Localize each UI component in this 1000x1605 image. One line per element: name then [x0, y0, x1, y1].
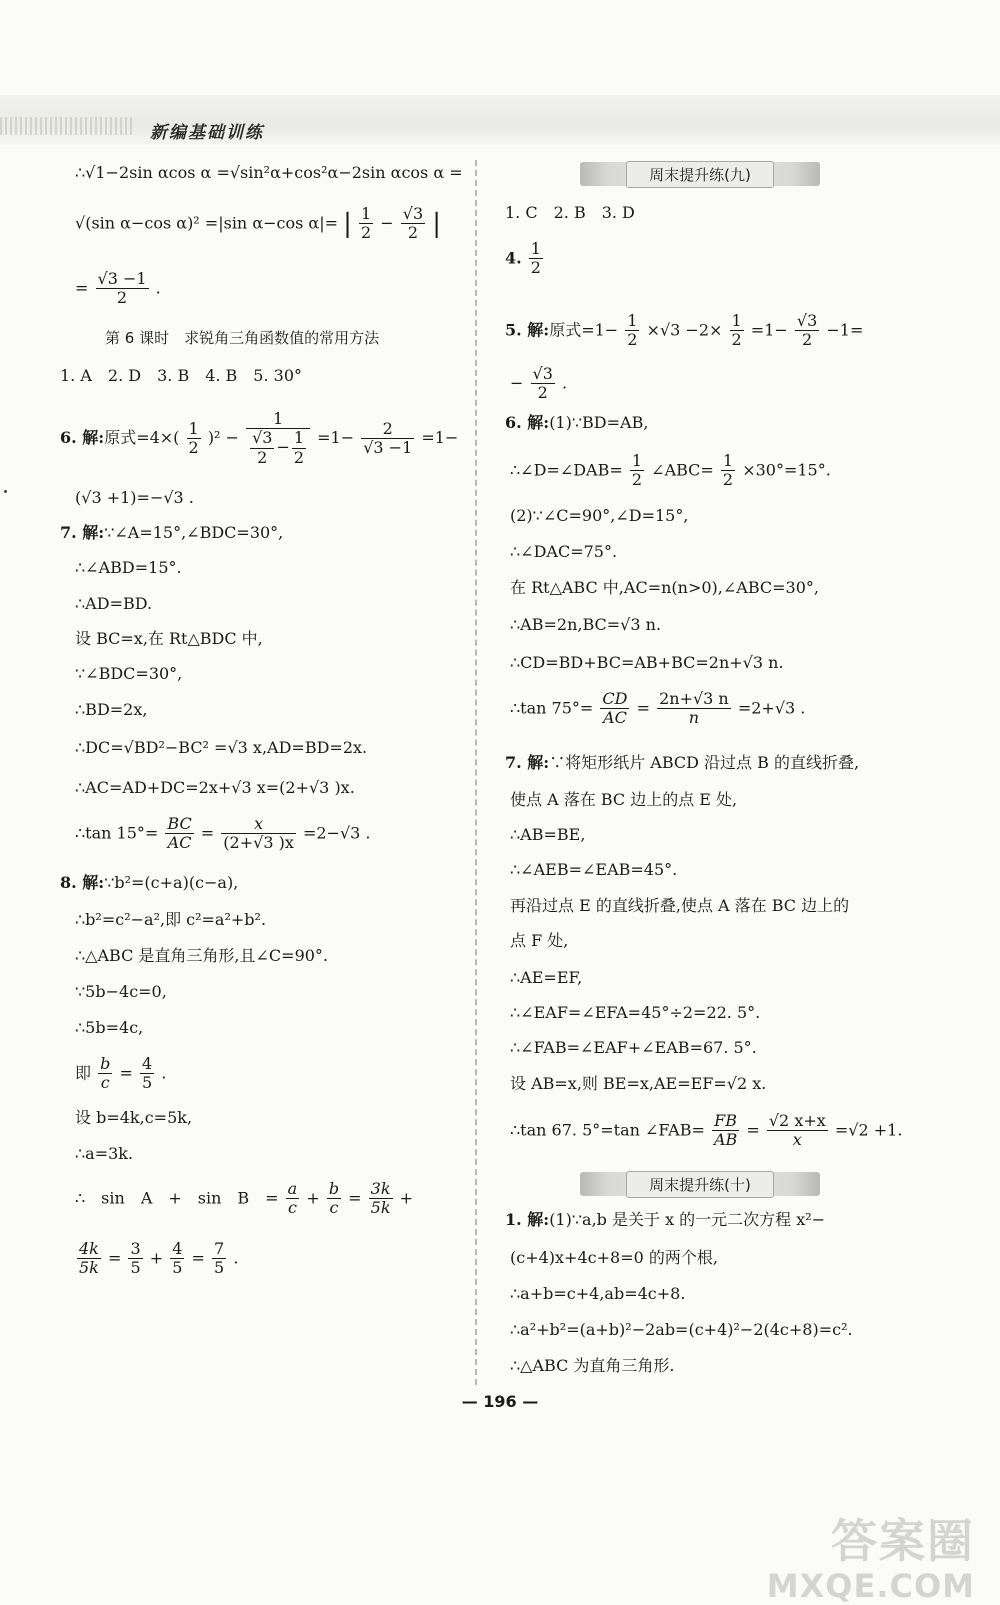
fraction	[327, 1180, 341, 1218]
denominator: 2	[801, 330, 813, 350]
text: ∵∠A=15°,∠BDC=30°,	[104, 523, 284, 542]
numerator: BC	[167, 814, 192, 833]
right-q7-line-1	[505, 755, 859, 771]
operator: −	[380, 213, 394, 233]
fraction	[359, 205, 373, 243]
q7-line-6: ∴BD=2x,	[75, 700, 148, 719]
q7-line-3: ∴AD=BD.	[75, 594, 153, 613]
denominator: 5	[141, 1073, 153, 1093]
numerator: 1	[722, 451, 734, 470]
text: 即	[75, 1063, 92, 1083]
q8-line-7: 设 b=4k,c=5k,	[75, 1108, 193, 1127]
text: (1)∵a,b 是关于 x 的一元二次方程 x²−	[549, 1210, 826, 1229]
right-q5-line-1	[505, 312, 863, 350]
q8-line-2: ∴b²=c²−a²,即 c²=a²+b².	[75, 910, 267, 929]
numerator: 4	[172, 1239, 183, 1258]
margin-dot	[4, 490, 7, 493]
fraction	[657, 690, 731, 728]
right-q7-line-7: ∴AE=EF,	[510, 968, 583, 987]
denominator: 5	[130, 1258, 141, 1278]
text: ∴∠D=∠DAB=	[510, 460, 623, 480]
q7-line-5: ∵∠BDC=30°,	[75, 664, 183, 683]
numerator: 1	[293, 428, 305, 448]
operator: =	[200, 823, 215, 843]
text: =1−	[317, 428, 355, 448]
text: .	[233, 1248, 239, 1268]
banner-weekend-9	[580, 162, 820, 186]
fraction	[625, 312, 639, 350]
text: 原式=1−	[549, 320, 619, 340]
operator: +	[306, 1188, 320, 1208]
q7-line-8: ∴AC=AD+DC=2x+√3 x=(2+√3 )x.	[75, 778, 355, 797]
text: .	[561, 373, 568, 393]
abs-bar: |	[432, 208, 441, 239]
numerator: 7	[214, 1239, 225, 1258]
denominator: AB	[713, 1130, 738, 1150]
fraction	[170, 1240, 184, 1278]
fraction	[600, 690, 629, 728]
q8-line-8: ∴a=3k.	[75, 1144, 134, 1163]
numerator: √3	[532, 364, 553, 383]
left-line-2	[75, 205, 441, 243]
denominator: √3 −1	[363, 438, 413, 458]
denominator: 2	[731, 330, 742, 350]
numerator: FB	[712, 1112, 739, 1131]
numerator: 3k	[370, 1179, 391, 1198]
operator: =	[107, 1248, 122, 1268]
fraction	[246, 410, 310, 467]
right-q7-line-4: ∴∠AEB=∠EAB=45°.	[510, 860, 678, 879]
text: −1=	[826, 320, 864, 340]
column-divider	[475, 160, 477, 1385]
numerator: 1	[188, 418, 199, 438]
text: =1−	[750, 320, 788, 340]
denominator: c	[329, 1198, 339, 1218]
page-number: — 196 —	[461, 1392, 539, 1411]
denominator: c	[100, 1073, 110, 1093]
right-q7-line-11	[510, 1112, 902, 1150]
banner-weekend-10	[580, 1172, 820, 1196]
right-q7-line-2: 使点 A 落在 BC 边上的点 E 处,	[510, 790, 738, 809]
numerator: √3	[252, 428, 273, 448]
right-q7-line-8: ∴∠EAF=∠EFA=45°÷2=22. 5°.	[510, 1003, 761, 1022]
right-q6-line-4: ∴∠DAC=75°.	[510, 542, 618, 561]
q8-line-3: ∴△ABC 是直角三角形,且∠C=90°.	[75, 946, 329, 965]
operator: =	[636, 698, 650, 718]
right-q6-line-7: ∴CD=BD+BC=AB+BC=2n+√3 n.	[510, 653, 784, 672]
numerator: √3	[402, 204, 424, 223]
numerator: 2	[361, 420, 414, 439]
fraction	[221, 815, 296, 853]
question-label: 7. 解:	[505, 753, 550, 772]
denominator: 2	[360, 223, 372, 243]
numerator: a	[287, 1179, 298, 1198]
q8-line-9	[75, 1180, 413, 1218]
fraction	[165, 815, 193, 853]
numerator: 1	[631, 451, 643, 470]
right-q5-line-2	[510, 365, 567, 403]
text: ∴ sin A + sin B =	[75, 1188, 279, 1208]
numerator: 1	[246, 410, 310, 429]
text: =√2 +1.	[834, 1120, 903, 1140]
right-q1-line-5: ∴△ABC 为直角三角形.	[510, 1356, 675, 1375]
numerator: 1	[530, 239, 541, 258]
denominator: 5k	[370, 1198, 391, 1218]
fraction	[767, 1112, 828, 1150]
numerator: 4	[141, 1054, 153, 1073]
text: =2−√3 .	[302, 823, 371, 843]
right-q6-line-1	[505, 415, 648, 431]
denominator: 2	[530, 258, 541, 278]
denominator	[246, 429, 310, 467]
text: ∠ABC=	[651, 460, 714, 480]
fraction	[531, 365, 555, 403]
denominator: 2	[407, 223, 419, 243]
text: ×√3 −2×	[646, 320, 723, 340]
right-q6-line-3: (2)∵∠C=90°,∠D=15°,	[510, 506, 689, 525]
numerator: 2n+√3 n	[659, 689, 729, 708]
banner-label: 周末提升练(十)	[626, 1171, 774, 1198]
right-q7-line-10: 设 AB=x,则 BE=x,AE=EF=√2 x.	[510, 1074, 767, 1093]
q7-line-7: ∴DC=√BD²−BC² =√3 x,AD=BD=2x.	[75, 738, 368, 757]
numerator: 1	[360, 204, 372, 223]
fraction	[77, 1240, 101, 1278]
q6-line-1	[60, 410, 458, 467]
fraction	[369, 1180, 393, 1218]
denominator: 5	[172, 1258, 183, 1278]
book-title: 新编基础训练	[150, 123, 264, 143]
fraction	[361, 420, 414, 458]
fraction	[630, 452, 644, 490]
numerator: √3	[796, 311, 818, 330]
denominator: 2	[537, 383, 548, 403]
numerator: 4k	[79, 1239, 99, 1258]
right-q1-line-1	[505, 1212, 825, 1228]
q8-line-4: ∵5b−4c=0,	[75, 982, 167, 1001]
fraction	[795, 312, 819, 350]
denominator: AC	[603, 708, 627, 728]
fraction	[721, 452, 735, 490]
fraction	[292, 429, 306, 467]
fraction	[730, 312, 744, 350]
right-q7-line-3: ∴AB=BE,	[510, 825, 586, 844]
left-line-3	[75, 270, 161, 308]
fraction	[96, 270, 149, 308]
denominator: AC	[167, 833, 192, 853]
watermark-main: 答案圈	[831, 1514, 975, 1568]
q7-line-1	[60, 525, 283, 541]
operator: =	[75, 278, 89, 298]
denominator: 2	[631, 470, 643, 490]
operator: =	[191, 1248, 205, 1268]
question-label: 6. 解:	[505, 413, 550, 432]
left-line-1: ∴√1−2sin αcos α =√sin²α+cos²α−2sin αcos α =	[75, 163, 463, 182]
text: .	[155, 278, 161, 298]
right-q6-line-8	[510, 690, 805, 728]
operator: =	[119, 1063, 133, 1083]
operator: +	[399, 1188, 414, 1208]
q7-line-4: 设 BC=x,在 Rt△BDC 中,	[75, 629, 263, 648]
operator: +	[149, 1248, 164, 1268]
numerator: 1	[627, 311, 638, 330]
fraction	[250, 429, 274, 467]
right-q1-line-4: ∴a²+b²=(a+b)²−2ab=(c+4)²−2(4c+8)=c².	[510, 1320, 853, 1339]
right-q1-line-3: ∴a+b=c+4,ab=4c+8.	[510, 1284, 686, 1303]
banner-label: 周末提升练(九)	[626, 161, 774, 188]
numerator: CD	[602, 689, 628, 708]
denominator: 5	[214, 1258, 225, 1278]
denominator: n	[688, 708, 700, 728]
answers-1-5: 1. A 2. D 3. B 4. B 5. 30°	[60, 366, 303, 385]
question-label: 1. 解:	[505, 1210, 550, 1229]
text: ∴tan 15°=	[75, 823, 159, 843]
q7-line-9	[75, 815, 371, 853]
fraction	[712, 1112, 739, 1150]
fraction	[529, 240, 543, 278]
text: ∴tan 75°=	[510, 698, 594, 718]
right-q6-line-5: 在 Rt△ABC 中,AC=n(n>0),∠ABC=30°,	[510, 578, 819, 597]
denominator: 2	[627, 330, 638, 350]
fraction	[140, 1055, 154, 1093]
text: 原式=4×(	[104, 428, 180, 448]
text: ×30°=15°.	[742, 460, 831, 480]
denominator: (2+√3 )x	[223, 833, 294, 853]
abs-bar: |	[343, 208, 352, 239]
question-label: 6. 解:	[60, 428, 105, 448]
right-q7-line-9: ∴∠FAB=∠EAF+∠EAB=67. 5°.	[510, 1038, 757, 1057]
text: ∵b²=(c+a)(c−a),	[104, 873, 239, 892]
denominator: 2	[722, 470, 734, 490]
section-title-lesson6: 第 6 课时 求锐角三角函数值的常用方法	[105, 329, 380, 347]
q8-line-6	[75, 1055, 166, 1093]
right-q6-line-6: ∴AB=2n,BC=√3 n.	[510, 615, 662, 634]
right-q6-line-2	[510, 452, 831, 490]
q6-line-2: (√3 +1)=−√3 .	[75, 488, 194, 507]
operator: −	[276, 437, 290, 457]
denominator: 2	[116, 288, 128, 308]
fraction	[212, 1240, 226, 1278]
right-q7-line-5: 再沿过点 E 的直线折叠,使点 A 落在 BC 边上的	[510, 896, 850, 915]
text: √(sin α−cos α)² =|sin α−cos α|=	[75, 213, 339, 233]
question-label: 8. 解:	[60, 873, 105, 892]
operator: =	[348, 1188, 362, 1208]
denominator: 5k	[79, 1258, 99, 1278]
right-q1-line-2: (c+4)x+4c+8=0 的两个根,	[510, 1248, 718, 1267]
question-label: 7. 解:	[60, 523, 105, 542]
q8-line-5: ∴5b=4c,	[75, 1018, 144, 1037]
fraction	[98, 1055, 112, 1093]
denominator: c	[287, 1198, 297, 1218]
text: (1)∵BD=AB,	[549, 413, 649, 432]
numerator: x	[221, 815, 296, 834]
operator: −	[510, 373, 524, 393]
watermark-logo	[767, 1505, 975, 1605]
numerator: 1	[731, 311, 742, 330]
fraction	[401, 205, 425, 243]
numerator: √2 x+x	[768, 1111, 826, 1130]
text: ∵将矩形纸片 ABCD 沿过点 B 的直线折叠,	[549, 753, 860, 772]
numerator: 3	[130, 1239, 141, 1258]
denominator: x	[792, 1130, 802, 1150]
operator: =	[746, 1120, 760, 1140]
numerator: b	[100, 1054, 111, 1073]
right-answers-1-3: 1. C 2. B 3. D	[505, 203, 635, 222]
text: ∴tan 67. 5°=tan ∠FAB=	[510, 1120, 705, 1140]
text: )² −	[207, 428, 239, 448]
right-q7-line-6: 点 F 处,	[510, 931, 569, 950]
question-label: 5. 解:	[505, 320, 550, 340]
q8-line-10	[75, 1240, 238, 1278]
q8-line-1	[60, 875, 238, 891]
denominator: 2	[257, 447, 268, 467]
q7-line-2: ∴∠ABD=15°.	[75, 558, 182, 577]
right-q4	[505, 240, 545, 278]
denominator: 2	[293, 447, 305, 467]
numerator: b	[328, 1179, 340, 1198]
fraction	[128, 1240, 142, 1278]
numerator: √3 −1	[97, 269, 147, 288]
text: =1−	[421, 428, 459, 448]
denominator: 2	[188, 438, 199, 458]
text: .	[161, 1063, 167, 1083]
text: =2+√3 .	[737, 698, 806, 718]
watermark-sub: MXQE.COM	[766, 1567, 975, 1605]
fraction	[187, 420, 201, 458]
question-label: 4.	[505, 248, 522, 268]
fraction	[286, 1180, 300, 1218]
